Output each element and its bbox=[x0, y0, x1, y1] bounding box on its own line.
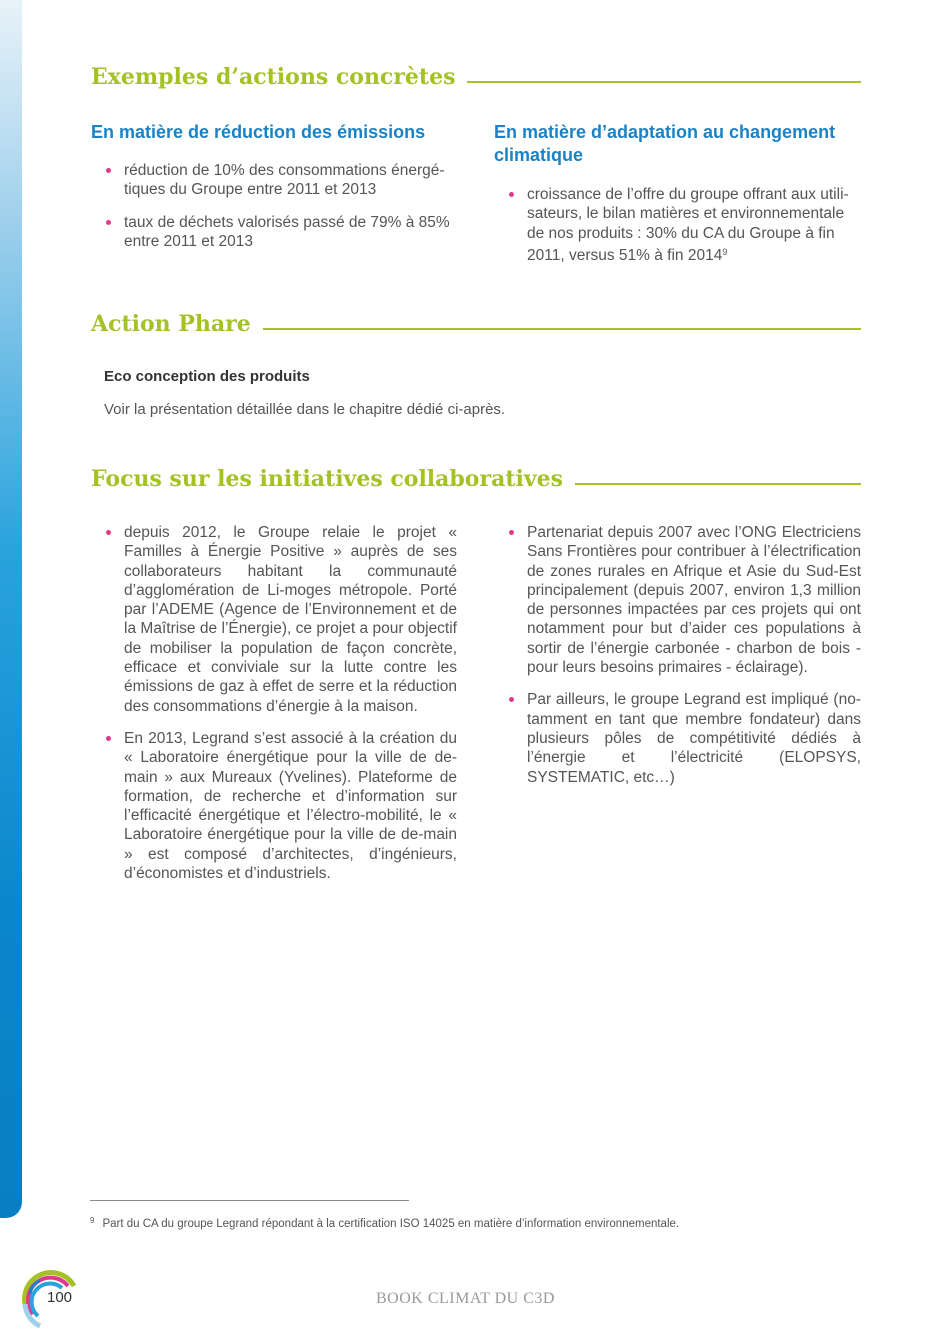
list-item: Partenariat depuis 2007 avec l’ONG Electriciens Sans Frontières pour contribuer à l’électrification de zones rurales en Afrique et Asie du Sud-Est principalement (depuis 2007, environ 1,3 million de personnes impactées par ces projets qui ont notamment pour but d’aider ces populations à sortir de l’énergie carbonée - charbon de bois - pour leurs besoins primaires - éclairage). bbox=[494, 523, 861, 677]
subheading-reduction: En matière de réduction des émissions bbox=[91, 122, 426, 142]
footnote-number: 9 bbox=[90, 1216, 95, 1225]
section-title-text: Action Phare bbox=[91, 311, 251, 337]
footnote-rule bbox=[90, 1200, 409, 1201]
focus-right-list bbox=[494, 523, 861, 800]
list-item: En 2013, Legrand s’est associé à la création du « Laboratoire énergétique pour la ville de de-main » aux Mureaux (Yvelines). Plateforme de formation, de recherche et d’information sur l’efficacité énergétique et l’électro-mobilité, le « Laboratoire énergétique pour la ville de de-main » est composé d’architectes, d’ingénieurs, d’économistes et d’industriels. bbox=[91, 729, 457, 883]
section-title-action-phare bbox=[91, 311, 861, 337]
list-item: depuis 2012, le Groupe relaie le projet « Familles à Énergie Positive » auprès de ses collaborateurs habitant la communauté d’agglomération de Li-moges métropole. Porté par l’ADEME (Agence de l’Environnement et de la Maîtrise de l’Énergie), ce projet a pour objectif de mobiliser la population de façon concrète, efficace et conviviale sur la lutte contre les émissions de gaz à effet de serre et la réduction des consommations d’énergie à la maison. bbox=[91, 523, 457, 716]
footnote bbox=[90, 1216, 679, 1230]
list-item: réduction de 10% des consommations énergé-tiques du Groupe entre 2011 et 2013 bbox=[91, 161, 457, 200]
footnote-ref: 9 bbox=[722, 246, 728, 257]
title-rule bbox=[575, 483, 861, 485]
book-title: BOOK CLIMAT DU C3D bbox=[376, 1290, 555, 1307]
section-title-text: Focus sur les initiatives collaboratives bbox=[91, 466, 564, 492]
sidebar-color-band bbox=[0, 0, 22, 1218]
focus-left-list bbox=[91, 523, 457, 896]
section-title-examples bbox=[91, 64, 861, 90]
title-rule bbox=[263, 328, 861, 330]
list-item bbox=[494, 185, 861, 265]
adaptation-list bbox=[494, 185, 861, 278]
footnote-text: Part du CA du groupe Legrand répondant à la certification ISO 14025 en matière d’information environnementale. bbox=[102, 1218, 680, 1230]
action-text: Voir la présentation détaillée dans le chapitre dédié ci-après. bbox=[104, 401, 506, 418]
action-subtitle: Eco conception des produits bbox=[104, 368, 310, 385]
list-item-text: croissance de l’offre du groupe offrant aux utili-sateurs, le bilan matières et environnementale de nos produits : 30% du CA du Groupe à fin 2011, versus 51% à fin 2014 bbox=[527, 186, 849, 264]
subheading-adaptation: En matière d’adaptation au changement climatique bbox=[494, 122, 836, 165]
title-rule bbox=[467, 81, 861, 83]
reduction-list bbox=[91, 161, 457, 264]
list-item: taux de déchets valorisés passé de 79% à 85% entre 2011 et 2013 bbox=[91, 213, 457, 252]
section-title-text: Exemples d’actions concrètes bbox=[91, 64, 456, 90]
section-title-focus bbox=[91, 466, 861, 492]
list-item: Par ailleurs, le groupe Legrand est impliqué (no-tamment en tant que membre fondateur) dans plusieurs pôles de compétitivité dédiés à l’énergie et l’électricité (ELOPSYS, SYSTEMATIC, etc…) bbox=[494, 690, 861, 786]
page-number: 100 bbox=[47, 1289, 73, 1306]
